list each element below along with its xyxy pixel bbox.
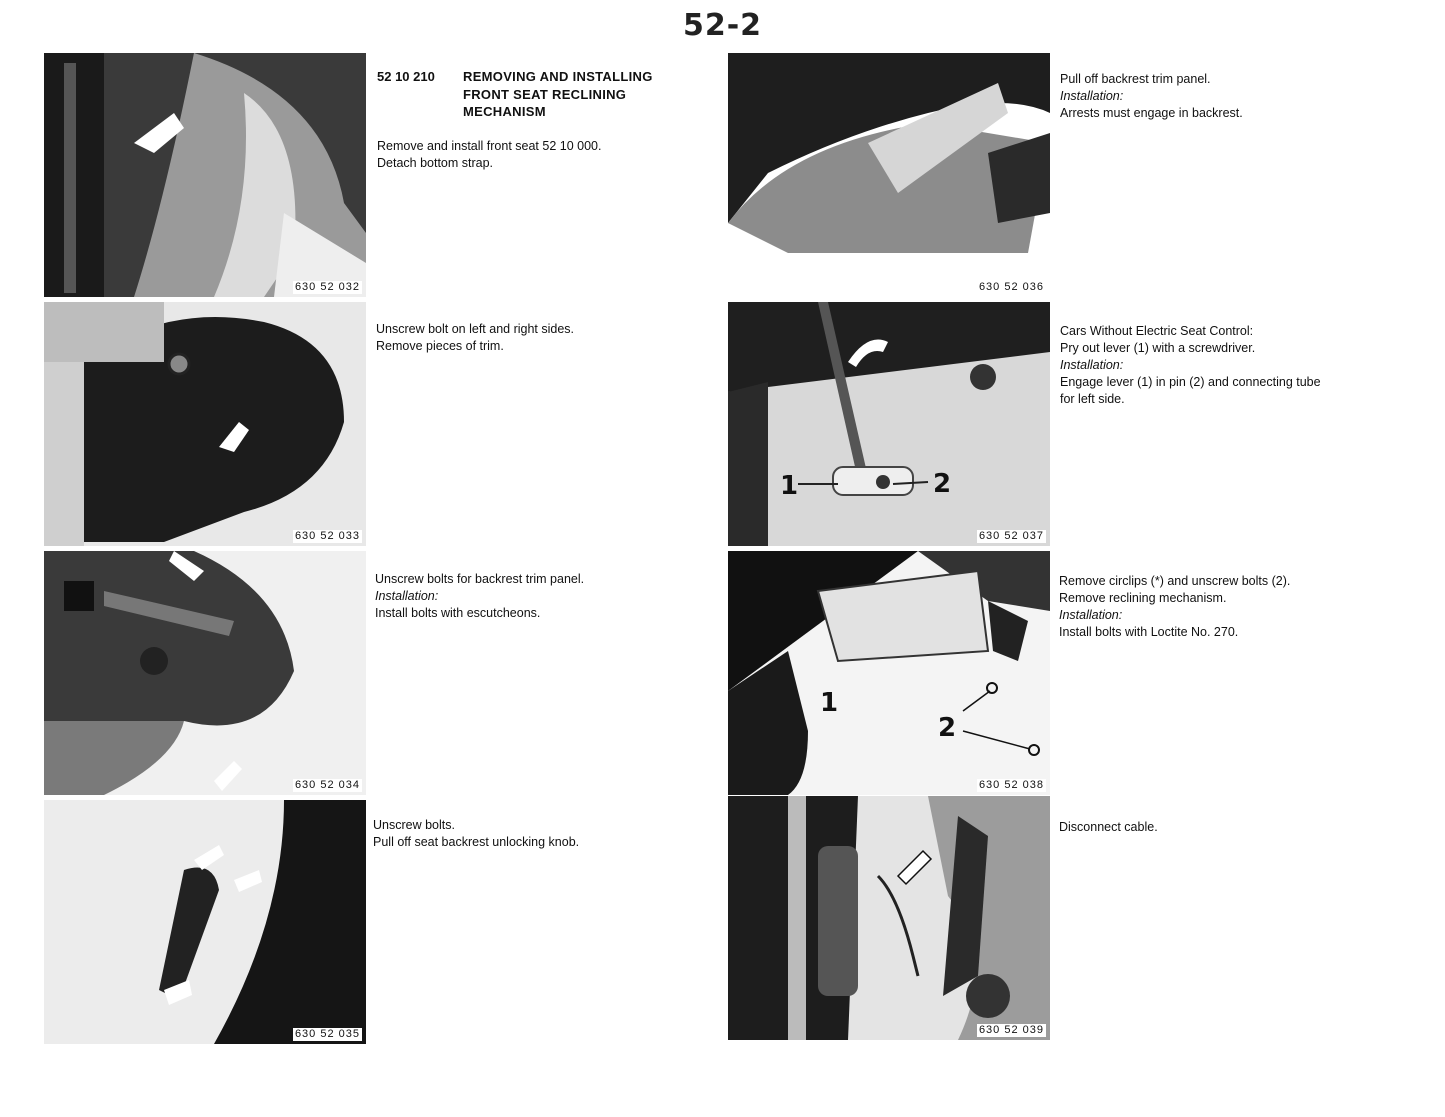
instruction-line: Unscrew bolts. — [373, 818, 455, 832]
photo-figure-039 — [728, 796, 1050, 1040]
installation-line: Arrests must engage in backrest. — [1060, 106, 1243, 120]
photo-figure-035 — [44, 800, 366, 1044]
figure-code: 630 52 036 — [978, 281, 1044, 293]
page-number: 52-2 — [682, 8, 763, 43]
section-heading — [377, 68, 653, 121]
step-text-036 — [1060, 71, 1243, 122]
instruction-line: Unscrew bolt on left and right sides. — [376, 322, 575, 336]
photo-figure-034 — [44, 551, 366, 795]
figure-code: 630 52 033 — [294, 530, 360, 542]
instruction-line: Unscrew bolts for backrest trim panel. — [375, 572, 585, 586]
callout-1: 1 — [780, 471, 799, 501]
callout-2: 2 — [933, 469, 952, 499]
photo-figure-032 — [44, 53, 366, 297]
photo-figure-037 — [728, 302, 1050, 546]
figure-code: 630 52 035 — [294, 1028, 360, 1040]
instruction-line: Cars Without Electric Seat Control: — [1060, 324, 1254, 338]
instruction-line: Detach bottom strap. — [377, 156, 494, 170]
instruction-line: Pull off seat backrest unlocking knob. — [373, 835, 580, 849]
step-text-039 — [1059, 819, 1158, 836]
photo-figure-038 — [728, 551, 1050, 795]
installation-line: for left side. — [1060, 392, 1125, 406]
photo-figure-033 — [44, 302, 366, 546]
installation-line: Install bolts with Loctite No. 270. — [1059, 625, 1239, 639]
figure-code: 630 52 039 — [978, 1024, 1044, 1036]
figure-code: 630 52 034 — [294, 779, 360, 791]
section-code: 52 10 210 — [377, 69, 435, 84]
installation-label: Installation: — [1059, 608, 1123, 622]
installation-line: Engage lever (1) in pin (2) and connecting tube — [1060, 375, 1321, 389]
instruction-line: Remove pieces of trim. — [376, 339, 504, 353]
installation-label: Installation: — [1060, 89, 1124, 103]
instruction-line: Pry out lever (1) with a screwdriver. — [1060, 341, 1256, 355]
step-text-035 — [373, 817, 579, 851]
figure-code: 630 52 037 — [978, 530, 1044, 542]
instruction-line: Remove circlips (*) and unscrew bolts (2). — [1059, 574, 1291, 588]
step-text-037 — [1060, 323, 1321, 408]
title-line: FRONT SEAT RECLINING — [463, 86, 627, 102]
instruction-line: Remove and install front seat 52 10 000. — [377, 139, 602, 153]
figure-code: 630 52 032 — [294, 281, 360, 293]
title-line: MECHANISM — [463, 104, 546, 119]
step-text-034 — [375, 571, 584, 622]
callout-1: 1 — [820, 688, 839, 718]
installation-label: Installation: — [375, 589, 439, 603]
step-text-033 — [376, 321, 574, 355]
instruction-line: Remove reclining mechanism. — [1059, 591, 1227, 605]
figure-code: 630 52 038 — [978, 779, 1044, 791]
step-text-032 — [377, 138, 601, 172]
section-title — [463, 68, 653, 121]
instruction-line: Pull off backrest trim panel. — [1060, 72, 1211, 86]
step-text-038 — [1059, 573, 1290, 641]
photo-figure-036 — [728, 53, 1050, 297]
callout-2: 2 — [938, 713, 957, 743]
title-line: REMOVING AND INSTALLING — [463, 69, 653, 84]
installation-line: Install bolts with escutcheons. — [375, 606, 541, 620]
instruction-line: Disconnect cable. — [1059, 820, 1158, 834]
installation-label: Installation: — [1060, 358, 1124, 372]
